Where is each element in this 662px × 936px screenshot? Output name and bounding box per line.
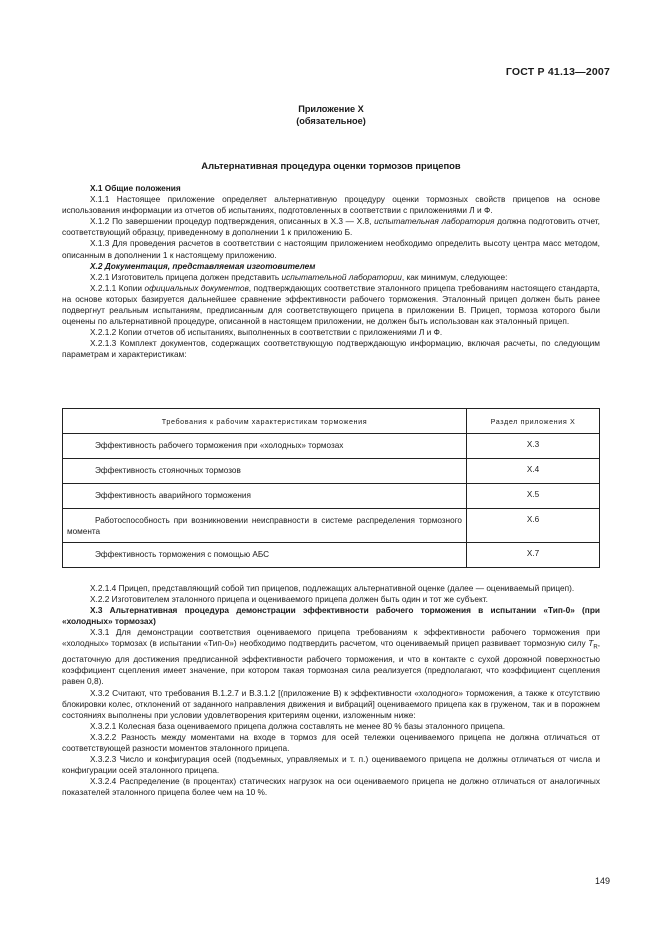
table-header-requirements: Требования к рабочим характеристикам торможения: [63, 409, 467, 434]
table-cell-section: X.7: [467, 543, 600, 568]
table-cell-section: X.3: [467, 434, 600, 459]
paragraph-x3-1: X.3.1 Для демонстрации соответствия оцениваемого прицепа требованиям к эффективности рабочего торможения при «холодных» тормозах (в испытании «Тип-0») необходимо подтвердить расчетом, что оцениваемый прицеп развивает тормозную силу $T_R$, достаточную для достижения предписанной эффективности рабочего торможения, и что в контакте с сухой дорожной поверхностью коэффициент сцепления имеет значение, при котором такая тормозная сила реализуется (предполагают, что коэффициент сцепления равен 0,8).: [62, 627, 600, 687]
paragraph-x1-2: X.1.2 По завершении процедур подтверждения, описанных в Х.3 — Х.8, испытательная лаборатория должна подготовить отчет, соответствующий образцу, приведенному в дополнении 1 к приложению Б.: [62, 216, 600, 238]
page-number: 149: [594, 876, 610, 886]
table-cell-section: X.4: [467, 459, 600, 484]
table-cell-requirement: Работоспособность при возникновении неисправности в системе распределения тормозного момента: [63, 509, 467, 543]
table-header-row: [63, 409, 600, 434]
body-block-1: [62, 183, 600, 361]
body-block-2: [62, 583, 600, 798]
table-cell-section: X.6: [467, 509, 600, 543]
section-heading-x3: X.3 Альтернативная процедура демонстрации эффективности рабочего торможения в испытании «Тип-0» (при «холодных» тормозах): [62, 605, 600, 627]
table-row: [63, 459, 600, 484]
table-cell-requirement: Эффективность рабочего торможения при «холодных» тормозах: [63, 434, 467, 459]
table-cell-requirement: Эффективность стояночных тормозов: [63, 459, 467, 484]
paragraph-x3-2-1: X.3.2.1 Колесная база оцениваемого прицепа должна составлять не менее 80 % базы эталонного прицепа.: [90, 720, 506, 731]
table-cell-requirement: Эффективность торможения с помощью АБС: [63, 543, 467, 568]
main-title: Альтернативная процедура оценки тормозов прицепов: [201, 160, 461, 171]
section-heading-x2: Х.2 Документация, представляемая изготовителем: [90, 260, 316, 271]
table-cell-section: X.5: [467, 484, 600, 509]
appendix-status: (обязательное): [296, 116, 366, 126]
section-heading-x1: X.1 Общие положения: [90, 183, 181, 193]
paragraph-x3-2-2: X.3.2.2 Разность между моментами на входе в тормоз для осей тележки оцениваемого прицепа не должна отличаться от соответствующей разности моментов эталонного прицепа.: [62, 731, 600, 753]
table-row: [63, 434, 600, 459]
paragraph-x2-2: X.2.2 Изготовителем эталонного прицепа и оцениваемого прицепа должен быть один и тот же субъект.: [90, 594, 488, 605]
symbol-tr: T: [588, 638, 594, 649]
paragraph-x1-3: X.1.3 Для проведения расчетов в соответствии с настоящим приложением необходимо определить высоту центра масс методом, описанным в дополнении 1 к настоящему приложению.: [62, 238, 600, 260]
paragraph-x2-1: X.2.1 Изготовитель прицепа должен представить испытательной лаборатории, как минимум, следующее:: [90, 271, 508, 282]
paragraph-x2-1-4: X.2.1.4 Прицеп, представляющий собой тип прицепов, подлежащих альтернативной оценке (далее — оцениваемый прицеп).: [90, 583, 575, 593]
paragraph-x2-1-1: X.2.1.1 Копии официальных документов, подтверждающих соответствие эталонного прицепа требованиям настоящего стандарта, на основе которых базируется дальнейшее сравнение эффективности рабочего торможения. Эталонный прицеп должен быть ранее подвергнут реальным испытаниям, предписанным для соответствующего прицепа в приложении В. Прицеп, тормоза которого были оценены по альтернативной процедуре, описанной в настоящем приложении, не должен быть использован как эталонный прицеп.: [62, 282, 600, 327]
table-header-section: Раздел приложения X: [467, 409, 600, 434]
paragraph-x3-2-4: X.3.2.4 Распределение (в процентах) статических нагрузок на оси оцениваемого прицепа не должно отличаться от аналогичных показателей эталонного прицепа более чем на 10 %.: [62, 776, 600, 798]
paragraph-x3-2: X.3.2 Считают, что требования В.1.2.7 и В.3.1.2 [(приложение В) к эффективности «холодного» торможения, а также к отсутствию блокировки колес, отклонений от заданного направления движения и вибраций] оцениваемого прицепа как в груженом, так и в порожнем состояниях выполнены при условии удовлетворения критериям оценки, изложенным ниже:: [62, 687, 600, 720]
standard-header: ГОСТ Р 41.13—2007: [505, 66, 610, 78]
table-row: [63, 543, 600, 568]
paragraph-x2-1-3: X.2.1.3 Комплект документов, содержащих соответствующую подтверждающую информацию, включая расчеты, по следующим параметрам и характеристикам:: [62, 338, 600, 360]
paragraph-x1-1: X.1.1 Настоящее приложение определяет альтернативную процедуру оценки тормозных свойств прицепов на основе использования информации из отчетов об испытаниях, подготовленных в соответствии с приложениями Л и Ф.: [62, 194, 600, 216]
paragraph-x3-2-3: X.3.2.3 Число и конфигурация осей (подъемных, управляемых и т. п.) оцениваемого прицепа не должны отличаться от числа и конфигурации осей эталонного прицепа.: [62, 754, 600, 776]
paragraph-x2-1-2: X.2.1.2 Копии отчетов об испытаниях, выполненных в соответствии с приложениями Л и Ф.: [90, 327, 443, 338]
table-row: [63, 484, 600, 509]
table-cell-requirement: Эффективность аварийного торможения: [63, 484, 467, 509]
requirements-table: [62, 408, 600, 568]
appendix-title: Приложение X: [298, 104, 364, 114]
table-row: [63, 509, 600, 543]
